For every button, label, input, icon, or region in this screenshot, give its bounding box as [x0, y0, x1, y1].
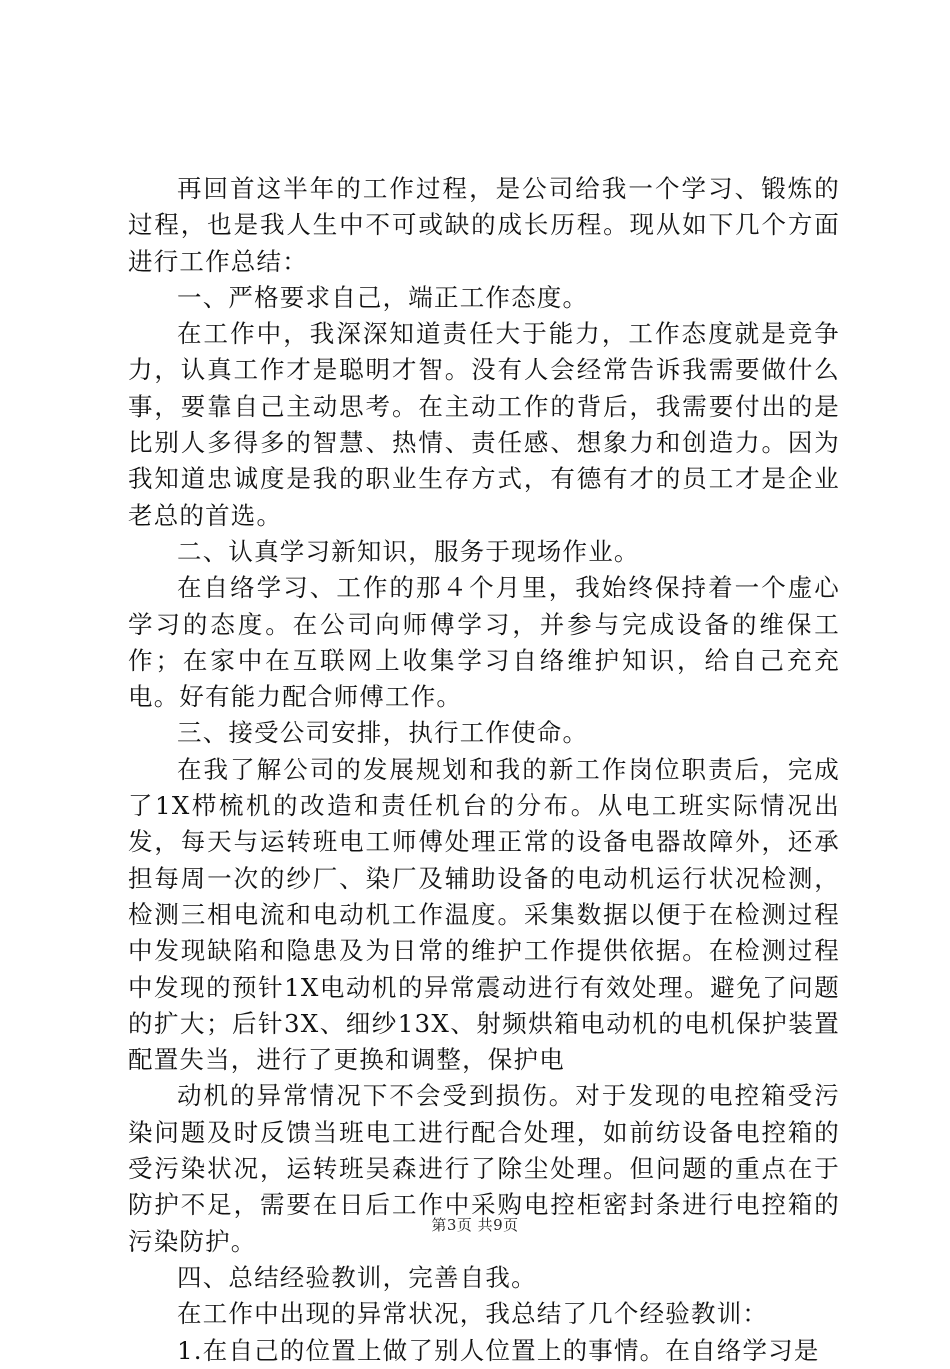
paragraph-section-2: 在自络学习、工作的那４个月里，我始终保持着一个虚心学习的态度。在公司向师傅学习，并参与完成设备的维保工作；在家中在互联网上收集学习自络维护知识，给自己充充电。好有能力配合师傅工作。	[128, 573, 840, 712]
list-item-1: 1.在自己的位置上做了别人位置上的事情。在自络学习是	[177, 1335, 820, 1365]
heading-section-1: 一、严格要求自己，端正工作态度。	[177, 282, 589, 312]
heading-section-3: 三、接受公司安排，执行工作使命。	[177, 718, 589, 748]
document-body	[128, 171, 840, 1369]
heading-section-4: 四、总结经验教训，完善自我。	[177, 1262, 537, 1292]
paragraph-intro: 再回首这半年的工作过程，是公司给我一个学习、锻炼的过程，也是我人生中不可或缺的成长历程。现从如下几个方面进行工作总结：	[128, 174, 840, 276]
paragraph-section-3: 在我了解公司的发展规划和我的新工作岗位职责后，完成了1X栉梳机的改造和责任机台的分布。从电工班实际情况出发，每天与运转班电工师傅处理正常的设备电器故障外，还承担每周一次的纱厂、染厂及辅助设备的电动机运行状况检测，检测三相电流和电动机工作温度。采集数据以便于在检测过程中发现缺陷和隐患及为日常的维护工作提供依据。在检测过程中发现的预针1X电动机的异常震动进行有效处理。避免了问题的扩大；后针3X、细纱13X、射频烘箱电动机的电机保护装置配置失当，进行了更换和调整，保护电	[128, 754, 840, 1075]
paragraph-section-1: 在工作中，我深深知道责任大于能力，工作态度就是竞争力，认真工作才是聪明才智。没有人会经常告诉我需要做什么事，要靠自己主动思考。在主动工作的背后，我需要付出的是比别人多得多的智慧、热情、责任感、想象力和创造力。因为我知道忠诚度是我的职业生存方式，有德有才的员工才是企业老总的首选。	[128, 319, 840, 530]
heading-section-2: 二、认真学习新知识，服务于现场作业。	[177, 536, 640, 566]
page-footer: 第3页 共9页	[431, 1216, 519, 1234]
paragraph-section-3-continued: 动机的异常情况下不会受到损伤。对于发现的电控箱受污染问题及时反馈当班电工进行配合处理，如前纺设备电控箱的受污染状况，运转班吴森进行了除尘处理。但问题的重点在于防护不足，需要在日后工作中采购电控柜密封条进行电控箱的污染防护。	[128, 1081, 840, 1256]
paragraph-section-4-intro: 在工作中出现的异常状况，我总结了几个经验教训：	[177, 1299, 769, 1329]
